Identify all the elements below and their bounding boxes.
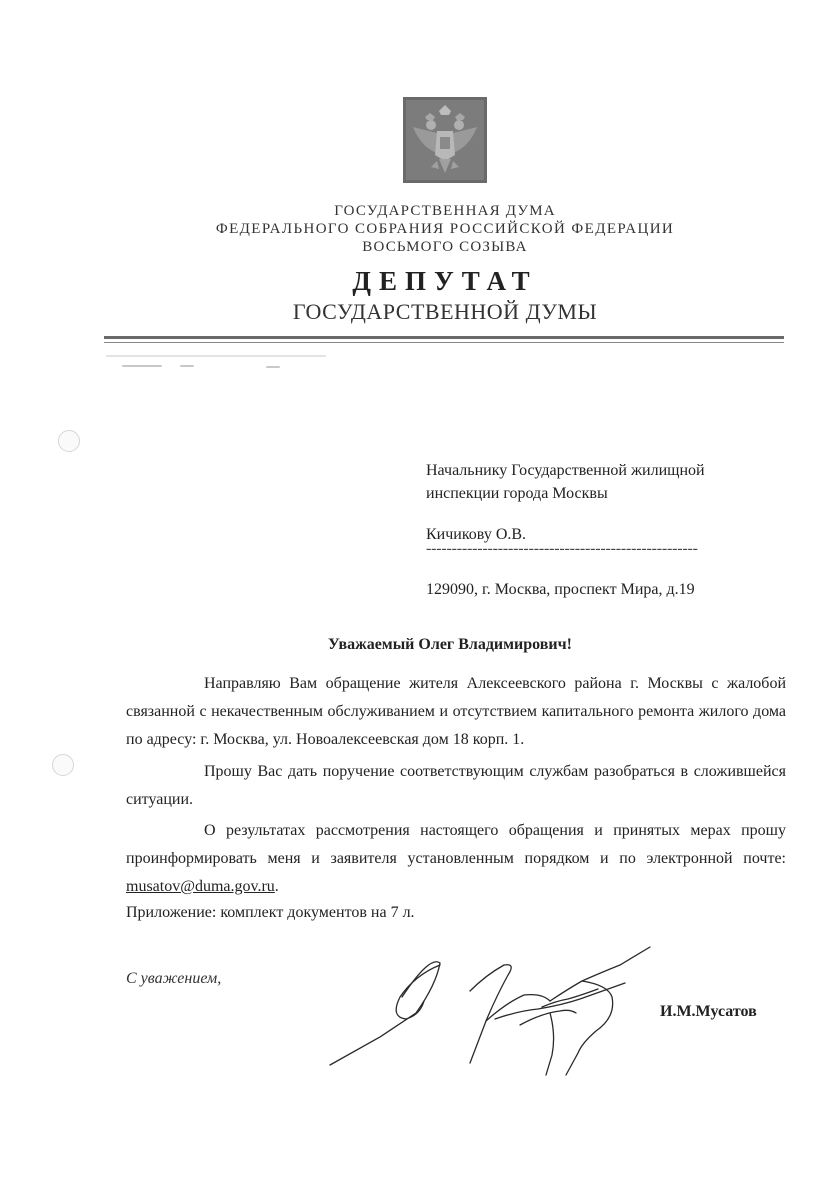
addressee-line-1: Начальнику Государственной жилищной (426, 462, 705, 479)
addressee-dash-line: ----------------------------------------------------- (426, 540, 698, 557)
body-paragraph-1: Направляю Вам обращение жителя Алексеевского района г. Москвы с жалобой связанной с некачественным обслуживанием и отсутствием капитального ремонта жилого дома по адресу: г. Москва, ул. Новоалексеевская дом 18 корп. 1. (126, 675, 786, 748)
addressee-address: 129090, г. Москва, проспект Мира, д.19 (426, 581, 695, 598)
scan-smudge (180, 365, 194, 367)
addressee-line-2: инспекции города Москвы (426, 485, 608, 502)
header-subtitle: ГОСУДАРСТВЕННОЙ ДУМЫ (292, 299, 598, 324)
attachment-note: Приложение: комплект документов на 7 л. (126, 904, 415, 921)
addressee-name: Кичикову О.В. (426, 526, 527, 543)
punch-hole-bottom (52, 754, 74, 776)
email-suffix: . (274, 878, 279, 895)
header-title: ДЕПУТАТ (352, 266, 538, 296)
body-paragraph-3-text: О результатах рассмотрения настоящего обращения и принятых мерах прошу проинформировать меня и заявителя установленным порядком и по электронной почте: (126, 822, 786, 867)
scan-smudge (266, 366, 280, 368)
closing-respect: С уважением, (126, 970, 222, 987)
signer-name: И.М.Мусатов (660, 1003, 757, 1020)
scan-smudge (106, 355, 326, 357)
scan-smudge (122, 365, 162, 367)
header-rule-thin (104, 342, 784, 343)
header-line-1: ГОСУДАРСТВЕННАЯ ДУМА (334, 203, 556, 219)
coat-of-arms-icon (403, 97, 487, 183)
body-paragraph-2: Прошу Вас дать поручение соответствующим службам разобраться в сложившейся ситуации. (126, 763, 786, 808)
header-line-3: ВОСЬМОГО СОЗЫВА (362, 239, 528, 255)
handwritten-signature (320, 935, 660, 1080)
header-rule-thick (104, 336, 784, 339)
header-line-2: ФЕДЕРАЛЬНОГО СОБРАНИЯ РОССИЙСКОЙ ФЕДЕРАЦИИ (215, 221, 675, 237)
email-link[interactable]: musatov@duma.gov.ru (126, 878, 275, 895)
body-paragraph-3 (126, 817, 786, 901)
salutation: Уважаемый Олег Владимирович! (328, 636, 572, 653)
punch-hole-top (58, 430, 80, 452)
